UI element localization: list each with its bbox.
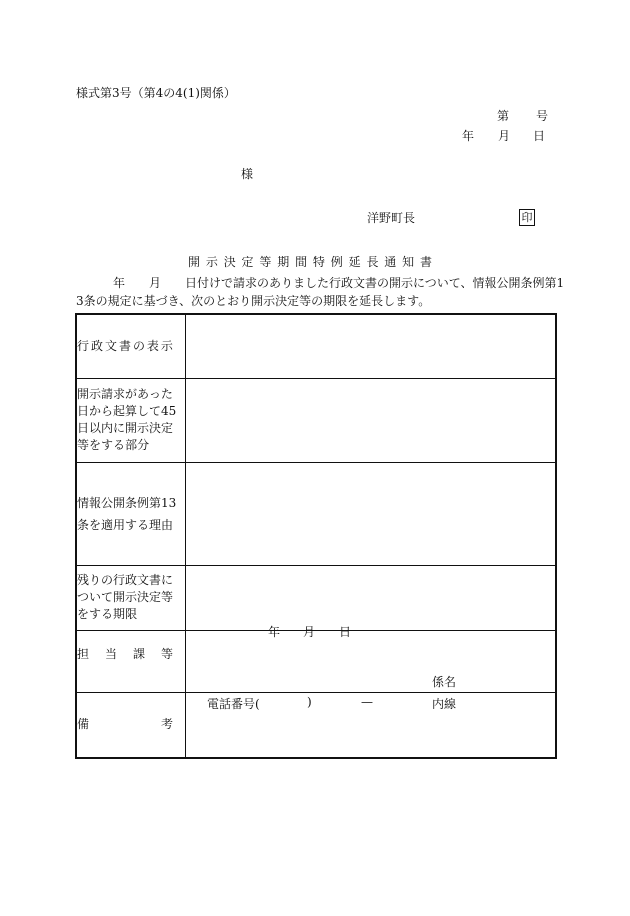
label-department: [76, 630, 186, 692]
row-remarks: [76, 692, 556, 758]
spread-char: 特: [312, 255, 325, 269]
spread-char: 例: [330, 255, 343, 269]
spread-char: 等: [77, 438, 90, 452]
row-document: [76, 314, 556, 378]
spread-char: 等: [259, 255, 272, 269]
body-line-2: 3条の規定に基づき、次のとおり開示決定等の期限を延長します。: [76, 294, 431, 308]
spread-char: 等: [160, 646, 173, 661]
seal-mark: 印: [519, 209, 535, 226]
value-department[interactable]: [186, 630, 557, 711]
deadline-month: 月: [303, 624, 316, 639]
value-reason[interactable]: [186, 462, 557, 565]
label-portion-line: 開示請求があった: [77, 387, 173, 401]
label-deadline-line: 残りの行政文書に: [77, 573, 174, 587]
label-remarks-text: [77, 716, 173, 733]
spread-char: 行: [77, 338, 90, 353]
label-portion: [76, 378, 186, 462]
recipient-suffix: 様: [241, 167, 254, 181]
spread-char: 示: [205, 255, 218, 269]
phone-close: ): [307, 695, 312, 709]
spread-char: 部: [125, 438, 138, 452]
label-document-text: [77, 338, 173, 355]
label-reason: [76, 462, 186, 565]
spread-char: 課: [132, 646, 145, 661]
date-month: 月: [498, 129, 511, 143]
spread-char: 期: [113, 607, 126, 621]
date-day: 日: [533, 129, 546, 143]
label-portion-line: 日から起算して45: [77, 404, 177, 418]
spread-char: 文: [104, 338, 117, 353]
spread-char: 延: [348, 255, 361, 269]
spread-char: 表: [146, 338, 159, 353]
label-deadline-line: [77, 606, 173, 623]
label-portion-line: 日以内に開示決定: [77, 421, 174, 435]
spread-char: 限: [125, 607, 138, 621]
spread-char: 通: [384, 255, 397, 269]
spread-char: を: [77, 607, 90, 621]
spread-char: 開: [188, 255, 201, 269]
spread-char: 長: [366, 255, 379, 269]
spread-char: 書: [419, 255, 432, 269]
value-deadline[interactable]: [186, 565, 557, 639]
label-department-text: [77, 646, 173, 663]
notice-form-table: [75, 313, 557, 759]
extension-label: 内線: [432, 697, 457, 711]
spread-char: 決: [223, 255, 236, 269]
issuer-name: 洋野町長: [367, 211, 416, 225]
doc-number-prefix: 第: [497, 109, 510, 123]
row-deadline: [76, 565, 556, 630]
label-portion-line: [77, 437, 173, 454]
row-portion: [76, 378, 556, 462]
form-number: 様式第3号（第4の4(1)関係）: [76, 86, 236, 100]
label-document: [76, 314, 186, 378]
body-line-1: 年 月 日付けで請求のありました行政文書の開示について、情報公開条例第1: [113, 276, 565, 290]
label-deadline: [76, 565, 186, 630]
doc-number-suffix: 号: [536, 109, 549, 123]
label-remarks: [76, 692, 186, 758]
spread-char: 期: [277, 255, 290, 269]
document-title: [188, 255, 432, 269]
phone-label: 電話番号(: [207, 697, 260, 711]
spread-char: 分: [137, 438, 150, 452]
spread-char: す: [89, 607, 102, 621]
spread-char: 担: [77, 646, 90, 661]
spread-char: 当: [104, 646, 117, 661]
spread-char: 知: [402, 255, 415, 269]
spread-char: る: [113, 438, 126, 452]
spread-char: 書: [118, 338, 131, 353]
date-year: 年: [462, 129, 475, 143]
staff-label: 係名: [432, 675, 457, 689]
spread-char: す: [101, 438, 114, 452]
value-document[interactable]: [186, 314, 557, 378]
spread-char: 間: [295, 255, 308, 269]
phone-dash: —: [361, 695, 373, 709]
spread-char: 示: [160, 338, 173, 353]
spread-char: 考: [160, 716, 173, 731]
label-deadline-line: ついて開示決定等: [77, 590, 174, 604]
spread-char: 政: [90, 338, 103, 353]
spread-char: の: [132, 338, 145, 353]
label-reason-line: 条を適用する理由: [77, 517, 174, 532]
spread-char: る: [101, 607, 114, 621]
spread-char: 備: [77, 716, 90, 731]
deadline-day: 日: [339, 624, 352, 639]
value-portion[interactable]: [186, 378, 557, 462]
spread-char: 定: [241, 255, 254, 269]
deadline-year: 年: [268, 624, 281, 639]
row-reason: [76, 462, 556, 565]
spread-char: を: [89, 438, 102, 452]
label-reason-line: 情報公開条例第13: [77, 495, 177, 510]
row-department: [76, 630, 556, 692]
